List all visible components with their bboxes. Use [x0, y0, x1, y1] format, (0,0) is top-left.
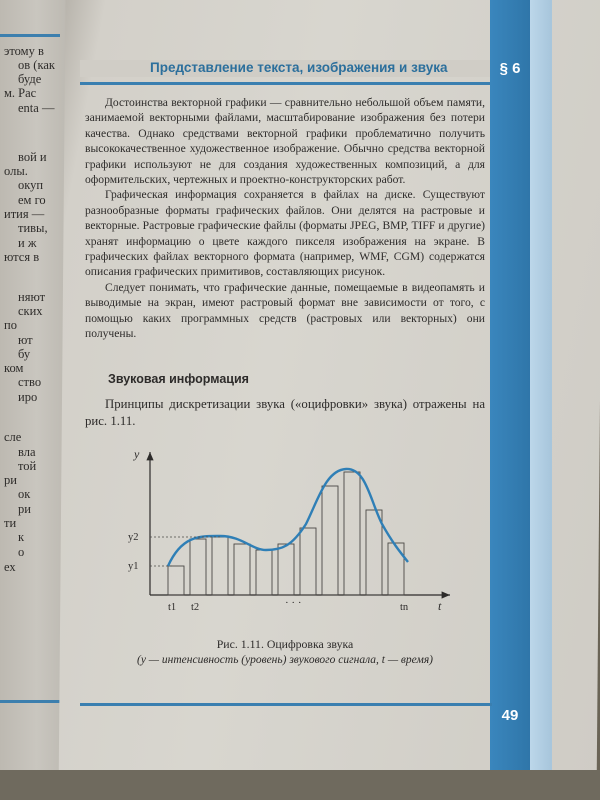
page-number: 49 — [501, 706, 519, 724]
sample-bar — [212, 537, 228, 595]
table-surface — [0, 770, 600, 800]
left-page-line: ех — [4, 560, 16, 574]
footer-rule — [80, 703, 492, 706]
x-tick-ellipsis: · · · — [285, 597, 302, 609]
left-page-line: ются в — [4, 250, 40, 264]
left-page-line: иро — [18, 390, 38, 404]
y-tick-y2: y2 — [128, 532, 139, 543]
left-page-line: этому в — [4, 44, 44, 58]
sample-bar — [344, 472, 360, 595]
left-page-line: окуп — [18, 178, 44, 192]
left-page-line: сле — [4, 430, 22, 444]
left-page-bottom-rule — [0, 700, 60, 703]
left-page-line: enta — — [18, 101, 55, 115]
left-page-line: к — [18, 530, 25, 544]
section-heading: Звуковая информация — [108, 372, 249, 386]
sample-bar — [322, 486, 338, 595]
left-page-line: тивы, — [18, 221, 48, 235]
left-page-line: ов (как — [18, 58, 55, 72]
left-page-line: вой и — [18, 150, 47, 164]
sound-digitization-figure — [120, 440, 460, 630]
left-page-line: бу — [18, 347, 31, 361]
left-page-line: ком — [4, 361, 24, 375]
body-text — [85, 95, 485, 342]
figure-caption-title: Рис. 1.11. Оцифровка звука — [216, 637, 354, 651]
sample-bar — [366, 510, 382, 595]
paragraph: Следует понимать, что графические данные, помещаемые в видеопамять и выводимые на экран, имеют растровый формат вне зависимости от того, с помощью каких программных средств (растровых или векторных) они получены. — [85, 280, 485, 341]
y-axis-label: y — [134, 447, 140, 461]
left-page-line: олы. — [4, 164, 28, 178]
left-page-line: няют — [18, 290, 46, 304]
left-page-rule — [0, 34, 60, 37]
y-tick-y1: y1 — [128, 561, 139, 572]
left-page-line: ития — — [4, 207, 45, 221]
paragraph: Достоинства векторной графики — сравнительно небольшой объем памяти, занимаемой векторными файлами, масштабирование изображения без потери качества. Однако средствами векторной графики проблематично получить высококачественное художественное изображение. Обычно средства векторной графики используют не для создания художественных композиций, а для оформительских, чертежных и проектно-конструкторских работ. — [85, 96, 485, 187]
chapter-title: Представление текста, изображения и звука — [150, 60, 448, 75]
left-page-line: ем го — [18, 193, 46, 207]
sample-bar — [190, 539, 206, 595]
paragraph: Принципы дискретизации звука («оцифровки» звука) отражены на рис. 1.11. — [85, 397, 485, 428]
left-page-line: ри — [4, 473, 17, 487]
sample-bar — [300, 528, 316, 595]
left-page-line: ских — [18, 304, 43, 318]
left-page-line: м. Рас — [4, 86, 37, 100]
figure-caption-description: (y — интенсивность (уровень) звукового сигнала, t — время) — [137, 654, 433, 666]
header-rule — [80, 82, 490, 85]
sample-bar — [256, 550, 272, 595]
left-page-line: ри — [18, 502, 31, 516]
left-page-line: ти — [4, 516, 17, 530]
sample-bar — [168, 566, 184, 595]
page-side-band-light — [530, 0, 552, 800]
sound-wave-curve — [168, 469, 408, 566]
left-page-line: ок — [18, 487, 31, 501]
page-side-band — [490, 0, 530, 800]
x-tick-t2: t2 — [191, 602, 200, 613]
left-page-line: вла — [18, 445, 36, 459]
sample-bar — [388, 543, 404, 595]
sample-bar — [278, 544, 294, 595]
left-page-line: буде — [18, 72, 42, 86]
left-page-line: и ж — [18, 236, 37, 250]
sample-bar — [234, 544, 250, 595]
x-axis-label: t — [438, 599, 442, 613]
left-page-line: той — [18, 459, 37, 473]
left-page-line: по — [4, 318, 17, 332]
paragraph: Графическая информация сохраняется в файлах на диске. Существуют разнообразные форматы графических файлов. Они делятся на растровые и векторные. Растровые графические файлы (форматы JPEG, BMP, TIFF и другие) хранят информацию о цвете каждого пикселя изображения на экране. В графических файлах векторного формата (например, WMF, CGM) содержатся описания графических примитивов, составляющих рисунок. — [85, 188, 485, 279]
x-tick-t1: t1 — [168, 602, 177, 613]
section-badge: § 6 — [499, 59, 521, 77]
left-page-line: о — [18, 545, 25, 559]
x-tick-tn: tn — [400, 602, 409, 613]
left-page-line: ют — [18, 333, 33, 347]
left-page-line: ство — [18, 375, 42, 389]
